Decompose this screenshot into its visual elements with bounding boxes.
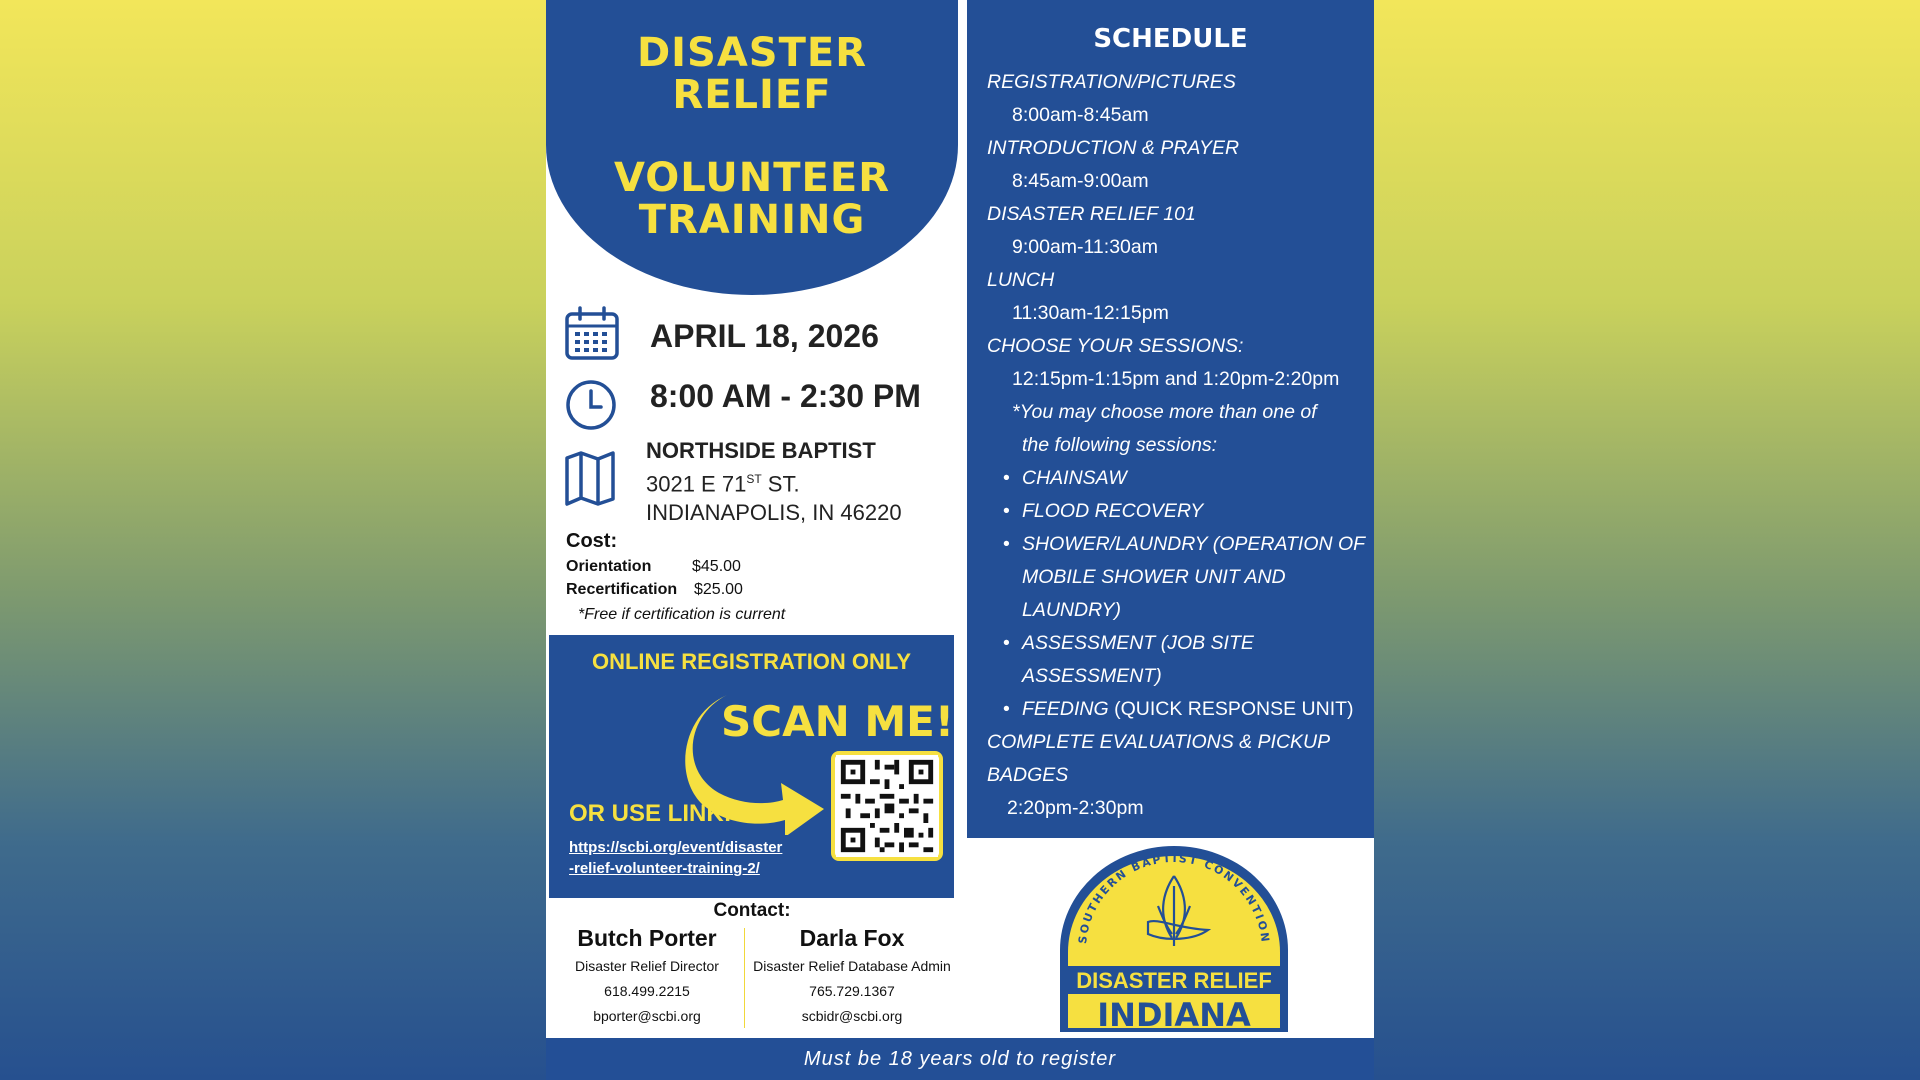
schedule-heading: SCHEDULE — [1093, 24, 1248, 54]
sessions-note: *You may choose more than one of — [1012, 401, 1317, 423]
schedule-item-time: 11:30am-12:15pm — [1012, 302, 1169, 324]
footer-bar — [546, 1038, 1374, 1080]
schedule-item-label: BADGES — [987, 764, 1069, 786]
cost-heading: Cost: — [566, 530, 618, 552]
session-label: ASSESSMENT) — [1022, 665, 1162, 687]
title-line-volunteer: VOLUNTEER — [613, 155, 890, 201]
schedule-list — [987, 66, 1367, 825]
contact-phone: 618.499.2215 — [604, 983, 690, 999]
contact-heading: Contact: — [713, 900, 791, 921]
registration-link[interactable] — [569, 837, 809, 879]
contact-email[interactable]: scbidr@scbi.org — [801, 1008, 903, 1024]
registration-link-line2[interactable]: -relief-volunteer-training-2/ — [569, 860, 760, 877]
clock-icon — [564, 378, 618, 432]
session-detail: (QUICK RESPONSE UNIT) — [1108, 698, 1354, 720]
event-date: APRIL 18, 2026 — [650, 318, 879, 354]
cost-label: Recertification — [566, 581, 678, 598]
schedule-item-label: COMPLETE EVALUATIONS & PICKUP — [987, 731, 1331, 753]
title-line-training: TRAINING — [638, 197, 866, 243]
schedule-item-time: 8:45am-9:00am — [1012, 170, 1149, 192]
title-bottom — [546, 157, 958, 241]
qr-code-icon[interactable] — [831, 751, 943, 861]
session-label: CHAINSAW — [1022, 467, 1127, 489]
contact-phone: 765.729.1367 — [809, 983, 895, 999]
title-line-disaster: DISASTER — [636, 30, 868, 76]
logo-line1: DISASTER RELIEF — [1076, 968, 1272, 993]
registration-box — [549, 635, 954, 898]
session-assessment — [987, 627, 1367, 693]
logo-line2: INDIANA — [1097, 996, 1251, 1032]
contact-role: Disaster Relief Database Admin — [753, 958, 951, 974]
session-feeding — [987, 693, 1367, 726]
bullet: • — [1003, 632, 1010, 654]
calendar-icon — [564, 306, 620, 362]
street-suffix: ST. — [761, 471, 800, 497]
flyer — [546, 0, 1374, 1080]
session-label: FEEDING — [1022, 698, 1109, 720]
session-label: SHOWER/LAUNDRY (OPERATION OF — [1022, 533, 1366, 555]
venue-street — [646, 465, 902, 498]
venue-city: INDIANAPOLIS, IN 46220 — [646, 500, 902, 526]
session-label: FLOOD RECOVERY — [1022, 500, 1204, 522]
session-chainsaw — [987, 462, 1367, 495]
cost-label: Orientation — [566, 558, 652, 575]
contact-card-porter — [556, 922, 738, 1029]
contact-card-fox — [746, 922, 958, 1029]
session-label: MOBILE SHOWER UNIT AND — [1022, 566, 1286, 588]
bullet: • — [1003, 533, 1010, 555]
bullet: • — [1003, 467, 1010, 489]
header-banner — [546, 0, 958, 295]
contact-name: Darla Fox — [799, 925, 905, 951]
logo-arc-textpath: SOUTHERN BAPTIST CONVENTION — [1076, 851, 1272, 945]
contact-divider — [744, 928, 745, 1028]
cost-note: *Free if certification is current — [578, 606, 786, 623]
cost-price: $45.00 — [692, 558, 741, 575]
schedule-item-label: DISASTER RELIEF 101 — [987, 203, 1196, 225]
or-use-link-label: OR USE LINK: — [569, 800, 732, 827]
scan-me-label: SCAN ME! — [721, 697, 954, 746]
event-time: 8:00 AM - 2:30 PM — [650, 378, 921, 414]
schedule-item-time: 9:00am-11:30am — [1012, 236, 1158, 258]
street-number: 3021 E 71 — [646, 471, 747, 497]
disaster-relief-logo — [1058, 846, 1290, 1032]
contact-name: Butch Porter — [577, 925, 717, 951]
cost-price: $25.00 — [694, 581, 743, 598]
cost-row-orientation — [566, 558, 741, 576]
schedule-item-time: 2:20pm-2:30pm — [1007, 797, 1144, 819]
title-top — [546, 32, 958, 116]
schedule-item-label: CHOOSE YOUR SESSIONS: — [987, 335, 1244, 357]
session-label: LAUNDRY) — [1022, 599, 1121, 621]
schedule-item-time: 8:00am-8:45am — [1012, 104, 1149, 126]
street-ordinal: ST — [746, 472, 762, 486]
title-line-relief: RELIEF — [672, 72, 832, 118]
bullet: • — [1003, 698, 1010, 720]
cost-row-recertification — [566, 581, 743, 599]
age-requirement: Must be 18 years old to register — [803, 1048, 1117, 1070]
schedule-item-label: REGISTRATION/PICTURES — [987, 71, 1236, 93]
session-label: ASSESSMENT (JOB SITE — [1022, 632, 1254, 654]
map-icon — [564, 450, 616, 506]
qr-code-pattern — [835, 755, 939, 857]
bullet: • — [1003, 500, 1010, 522]
event-location — [646, 436, 902, 527]
session-shower-laundry — [987, 528, 1367, 627]
schedule-item-time: 12:15pm-1:15pm and 1:20pm-2:20pm — [1012, 368, 1340, 390]
schedule-panel — [967, 0, 1374, 838]
schedule-item-label: LUNCH — [987, 269, 1055, 291]
venue-name: NORTHSIDE BAPTIST — [646, 438, 876, 463]
registration-heading: ONLINE REGISTRATION ONLY — [591, 649, 912, 674]
contact-email[interactable]: bporter@scbi.org — [593, 1008, 701, 1024]
schedule-item-label: INTRODUCTION & PRAYER — [987, 137, 1240, 159]
sessions-note: the following sessions: — [1022, 434, 1218, 456]
session-flood-recovery — [987, 495, 1367, 528]
registration-link-line1[interactable]: https://scbi.org/event/disaster — [569, 839, 783, 856]
contact-role: Disaster Relief Director — [575, 958, 719, 974]
